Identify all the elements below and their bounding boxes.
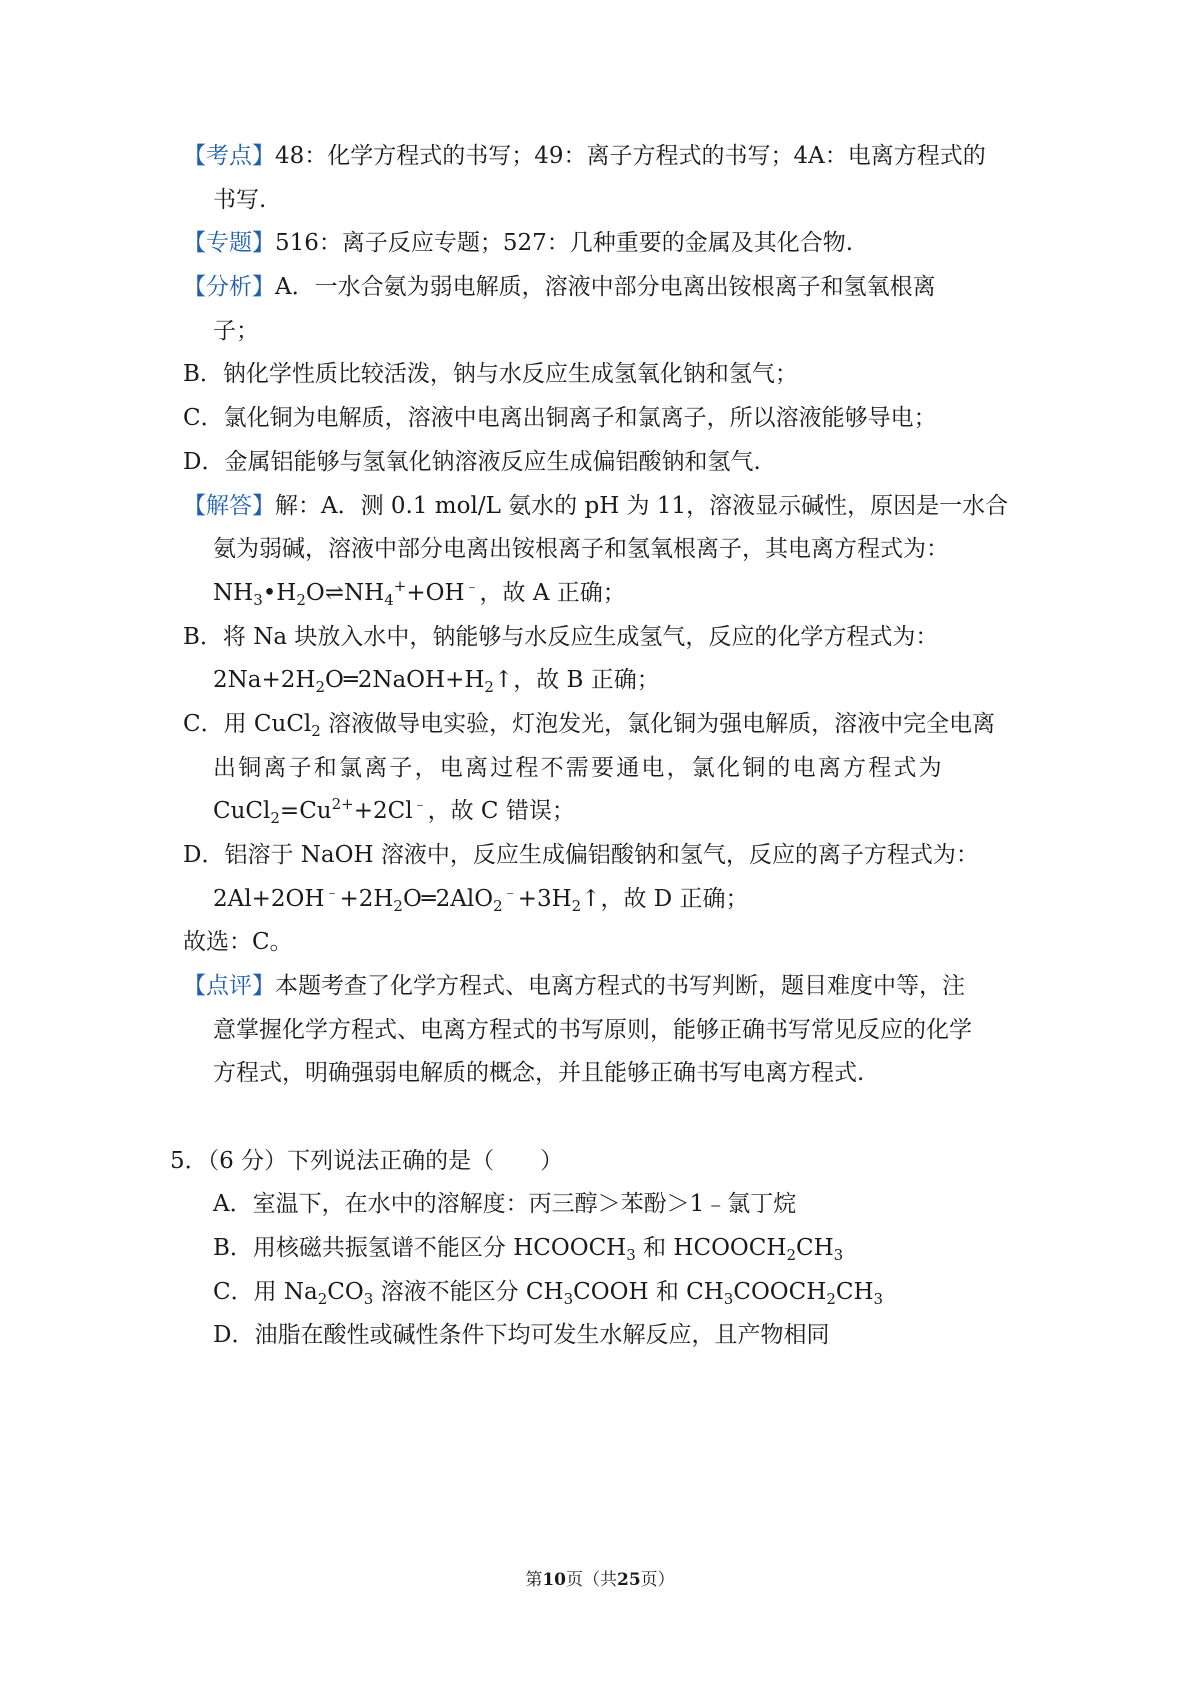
page-number: 10 (542, 1570, 566, 1590)
jieda-line-1 (183, 489, 1030, 523)
fenxi-tag: 【分析】 (183, 274, 275, 300)
dianping-text: 本题考查了化学方程式、电离方程式的书写判断，题目难度中等，注 (275, 973, 965, 999)
jieda-answer: 故选：C。 (183, 929, 293, 955)
jieda-b-line-1: B．将 Na 块放入水中，钠能够与水反应生成氢气，反应的化学方程式为： (183, 624, 939, 650)
dianping-tag: 【点评】 (183, 973, 275, 999)
jieda-d-line-1: D．铝溶于 NaOH 溶液中，反应生成偏铝酸钠和氢气，反应的离子方程式为： (183, 842, 979, 868)
fenxi-line-2: 子； (213, 318, 259, 344)
fenxi-b: B．钠化学性质比较活泼，钠与水反应生成氢氧化钠和氢气； (183, 361, 798, 387)
jieda-a-text: 解：A．测 0.1 mol/L 氨水的 pH 为 11，溶液显示碱性，原因是一水合 (275, 493, 1009, 519)
fenxi-line-1 (183, 270, 1030, 304)
page-total: 25 (617, 1570, 641, 1590)
question-5-option-a: A．室温下，在水中的溶解度：丙三醇＞苯酚＞1﹣氯丁烷 (213, 1191, 797, 1217)
jieda-d-equation: $2Al+2OH^﹣+2H_2O═2AlO_2^﹣+3H_2↑$，故 D 正确； (213, 883, 749, 915)
question-5-stem: 5．（6 分）下列说法正确的是（ ） (170, 1148, 564, 1174)
dianping-line-3: 方程式，明确强弱电解质的概念，并且能够正确书写电离方程式. (213, 1060, 865, 1086)
dianping-line-2: 意掌握化学方程式、电离方程式的书写原则，能够正确书写常见反应的化学 (213, 1017, 972, 1043)
dianping-line-1 (183, 969, 1030, 1003)
jieda-tag: 【解答】 (183, 493, 275, 519)
question-5-option-c: C．用 $Na_2CO_3$ 溶液不能区分 $CH_3COOH$ 和 $CH_3COOCH_2CH_3$ (213, 1279, 884, 1308)
jieda-c-line-1: C．用 CuCl$_2$ 溶液做导电实验，灯泡发光，氯化铜为强电解质，溶液中完全电离 (183, 711, 996, 740)
jieda-a-equation: $NH_3•H_2O\rightleftharpoons NH_4^++OH^﹣$，故 A 正确； (213, 577, 626, 609)
jieda-c-equation: $CuCl_2=Cu^{2+}+2Cl^﹣$，故 C 错误； (213, 795, 575, 827)
question-5-option-d: D．油脂在酸性或碱性条件下均可发生水解反应，且产物相同 (213, 1322, 830, 1348)
page-footer: 第10页（共25页） (525, 1570, 675, 1590)
jieda-c-line-2: 出铜离子和氯离子，电离过程不需要通电，氯化铜的电离方程式为 (213, 755, 944, 781)
kaodian-text: 48：化学方程式的书写；49：离子方程式的书写；4A：电离方程式的 (275, 143, 986, 169)
kaodian-line-1 (183, 139, 1030, 173)
zhuanti-tag: 【专题】 (183, 230, 275, 256)
fenxi-d: D．金属铝能够与氢氧化钠溶液反应生成偏铝酸钠和氢气. (183, 449, 761, 475)
kaodian-tag: 【考点】 (183, 143, 275, 169)
zhuanti-text: 516：离子反应专题；527：几种重要的金属及其化合物. (275, 230, 854, 256)
fenxi-text: A．一水合氨为弱电解质，溶液中部分电离出铵根离子和氢氧根离 (275, 274, 936, 300)
jieda-a-line-2: 氨为弱碱，溶液中部分电离出铵根离子和氢氧根离子，其电离方程式为： (213, 536, 949, 562)
zhuanti-line (183, 226, 1030, 260)
question-5-option-b: B．用核磁共振氢谱不能区分 $HCOOCH_3$ 和 $HCOOCH_2CH_3$ (213, 1235, 844, 1264)
fenxi-c: C．氯化铜为电解质，溶液中电离出铜离子和氯离子，所以溶液能够导电； (183, 405, 937, 431)
jieda-b-equation: $2Na+2H_2O═2NaOH+H_2↑$，故 B 正确； (213, 667, 660, 696)
kaodian-line-2: 书写. (213, 187, 267, 213)
